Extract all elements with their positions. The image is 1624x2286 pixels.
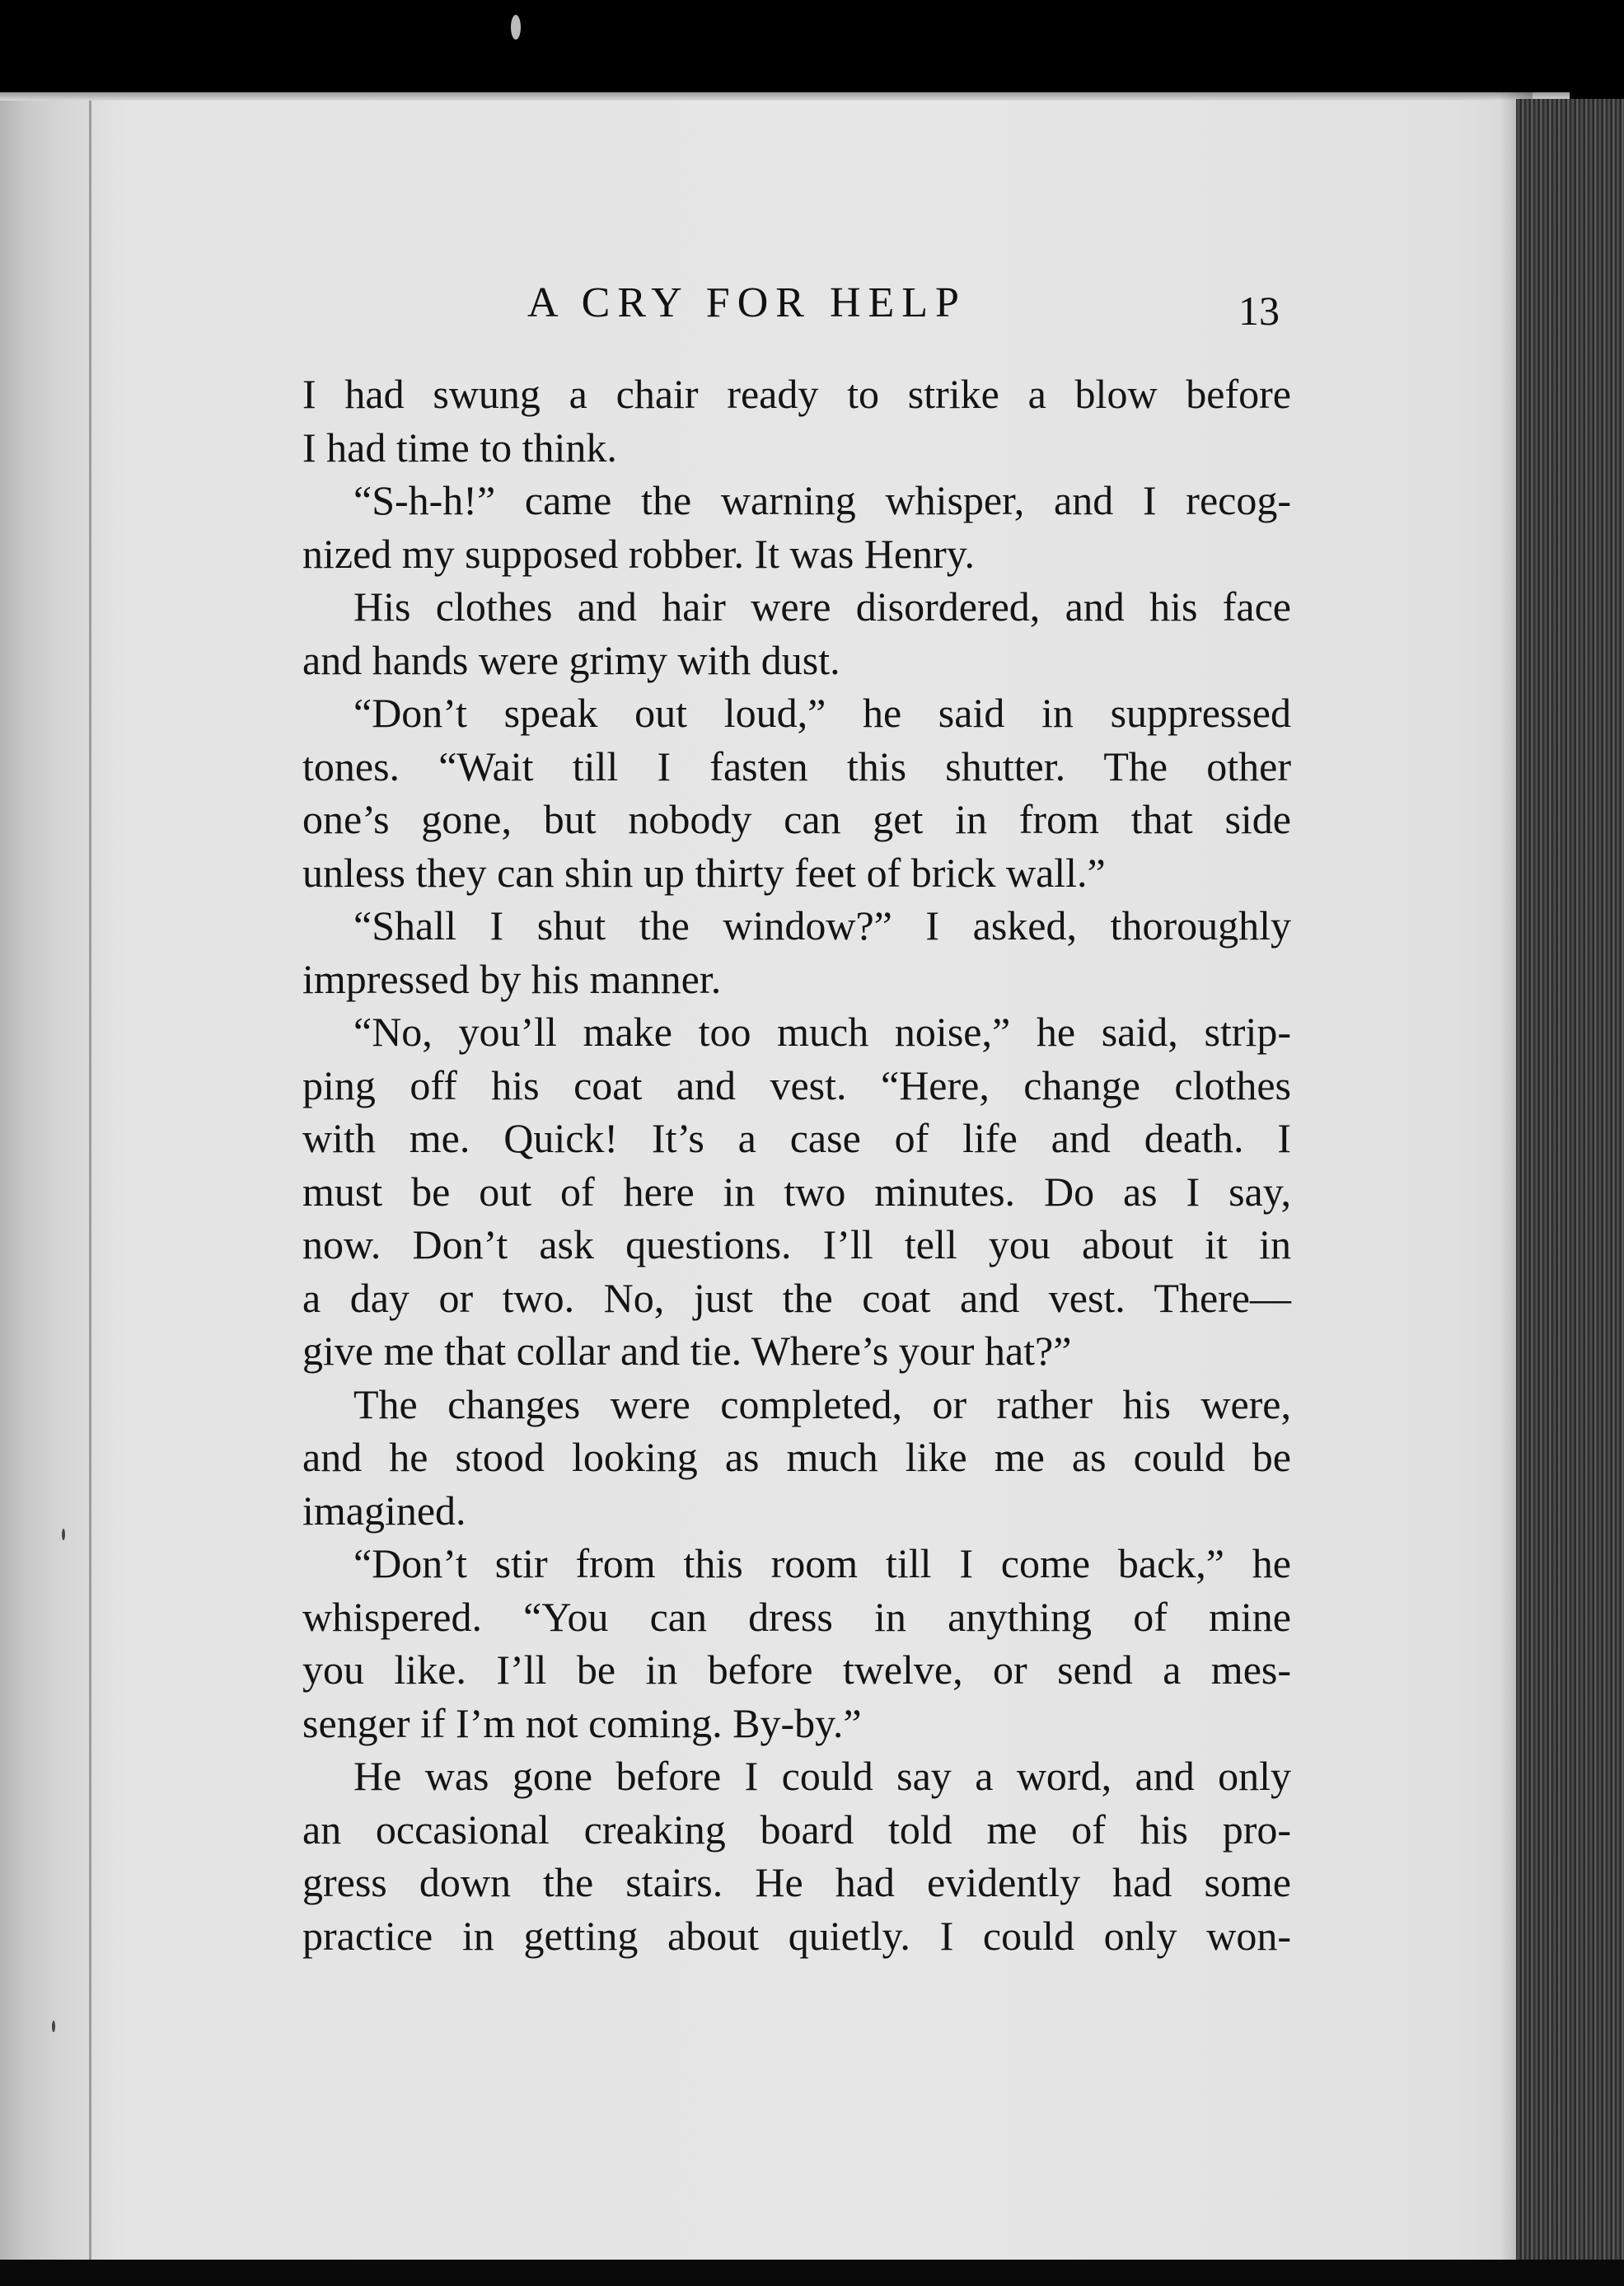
page-edges-stack	[1516, 99, 1624, 2286]
body-text	[302, 368, 1291, 1962]
text-line: I had swung a chair ready to strike a blow before	[302, 371, 1291, 417]
running-head: A CRY FOR HELP	[527, 279, 966, 326]
scan-speck	[511, 15, 521, 40]
text-line: now. Don’t ask questions. I’ll tell you about it in	[302, 1221, 1291, 1267]
text-line: practice in getting about quietly. I could only won-	[302, 1912, 1291, 1959]
text-line: with me. Quick! It’s a case of life and death. I	[302, 1115, 1291, 1161]
scan-speck	[52, 2021, 55, 2032]
text-line: and he stood looking as much like me as could be	[302, 1434, 1291, 1480]
text-line: one’s gone, but nobody can get in from that side	[302, 796, 1291, 842]
scan-bottom-border	[0, 2260, 1624, 2286]
text-line: tones. “Wait till I fasten this shutter. The other	[302, 742, 1291, 789]
text-line: I had time to think.	[302, 424, 617, 471]
text-line: must be out of here in two minutes. Do as I say,	[302, 1168, 1291, 1215]
text-line: gress down the stairs. He had evidently had some	[302, 1859, 1291, 1905]
text-line: The changes were completed, or rather his were,	[353, 1380, 1291, 1427]
text-line: unless they can shin up thirty feet of brick wall.”	[302, 849, 1106, 896]
text-line: nized my supposed robber. It was Henry.	[302, 530, 976, 577]
text-line: impressed by his manner.	[302, 955, 722, 1002]
page-top-edge	[0, 92, 1570, 101]
text-line: ping off his coat and vest. “Here, change clothes	[302, 1061, 1291, 1108]
gutter-crease	[89, 92, 91, 2260]
text-line: imagined.	[302, 1487, 466, 1534]
text-line: “Don’t stir from this room till I come back,” he	[353, 1540, 1291, 1586]
text-line: a day or two. No, just the coat and vest. There—	[302, 1274, 1291, 1321]
text-line: whispered. “You can dress in anything of mine	[302, 1593, 1291, 1640]
text-line: “S-h-h!” came the warning whisper, and I recog-	[353, 477, 1291, 523]
text-line: His clothes and hair were disordered, and his face	[353, 583, 1291, 630]
text-line: an occasional creaking board told me of his pro-	[302, 1806, 1291, 1853]
text-line: give me that collar and tie. Where’s your hat?”	[302, 1328, 1072, 1374]
text-line: you like. I’ll be in before twelve, or send a mes-	[302, 1647, 1291, 1693]
text-line: He was gone before I could say a word, and only	[353, 1753, 1291, 1799]
text-line: “Shall I shut the window?” I asked, thoroughly	[353, 902, 1291, 949]
book-gutter	[0, 92, 111, 2260]
text-line: “No, you’ll make too much noise,” he said, strip-	[353, 1009, 1291, 1055]
text-line: and hands were grimy with dust.	[302, 636, 840, 683]
scan-speck	[62, 1529, 65, 1540]
page-number: 13	[1238, 288, 1280, 334]
text-line: senger if I’m not coming. By-by.”	[302, 1699, 862, 1746]
text-line: “Don’t speak out loud,” he said in suppressed	[353, 690, 1291, 736]
